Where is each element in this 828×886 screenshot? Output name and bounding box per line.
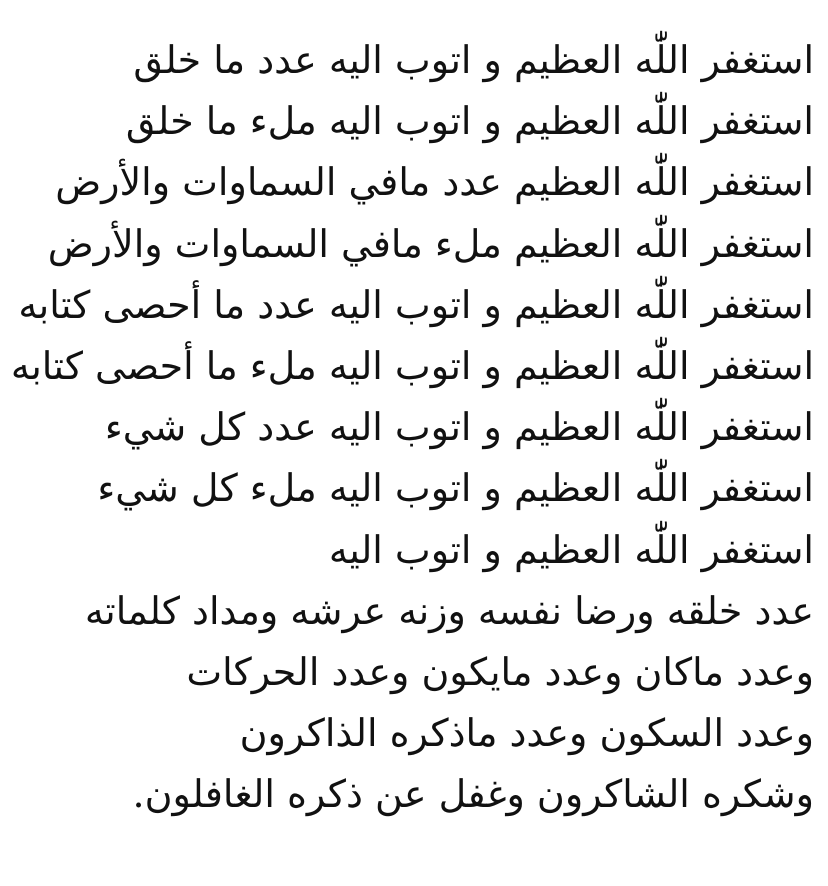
text-line-3: استغفر اللّٰه العظيم عدد مافي السماوات والأرض [55,160,814,205]
text-line-2: استغفر اللّٰه العظيم و اتوب اليه ملء ما خلق [125,99,814,144]
text-line-11: وعدد ماكان وعدد مايكون وعدد الحركات [186,649,814,694]
text-line-4: استغفر اللّٰه العظيم ملء مافي السماوات والأرض [47,221,814,266]
text-line-5: استغفر اللّٰه العظيم و اتوب اليه عدد ما أحصى كتابه [18,282,814,327]
text-line-6: استغفر اللّٰه العظيم و اتوب اليه ملء ما أحصى كتابه [10,343,814,388]
text-line-13: وشكره الشاكرون وغفل عن ذكره الغافلون. [132,772,814,817]
text-line-9: استغفر اللّٰه العظيم و اتوب اليه [328,527,814,572]
text-line-12: وعدد السكون وعدد ماذكره الذاكرون [239,711,814,756]
prayer-text-block [10,30,814,825]
text-line-8: استغفر اللّٰه العظيم و اتوب اليه ملء كل شيء [97,466,814,511]
text-line-1: استغفر اللّٰه العظيم و اتوب اليه عدد ما خلق [133,38,814,82]
text-line-7: استغفر اللّٰه العظيم و اتوب اليه عدد كل شيء [104,405,814,450]
text-line-10: عدد خلقه ورضا نفسه وزنه عرشه ومداد كلماته [84,588,814,633]
